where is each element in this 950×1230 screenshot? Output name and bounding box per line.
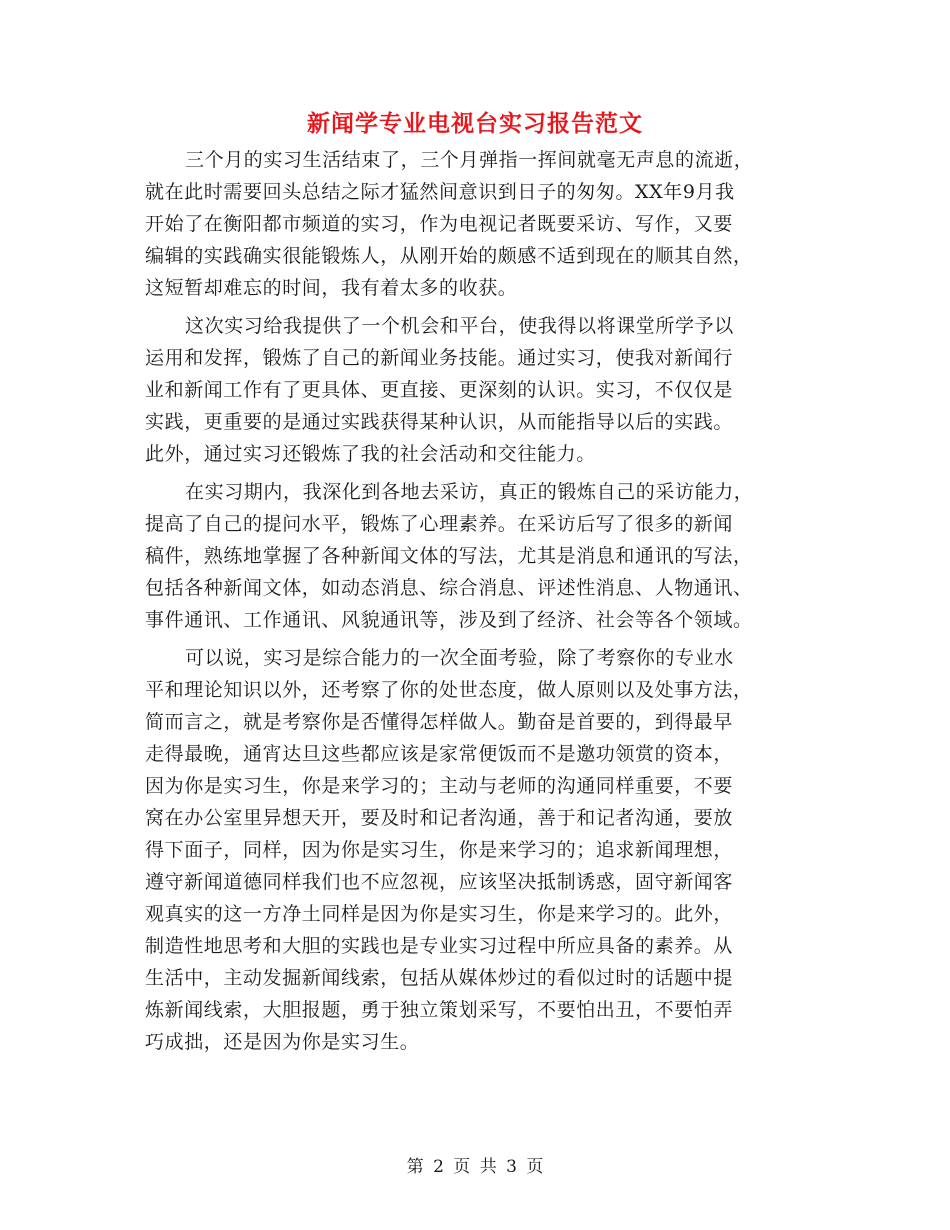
paragraph-line: 在实习期内，我深化到各地去采访，真正的锻炼自己的采访能力， (185, 481, 754, 503)
paragraph-line: 事件通讯、工作通讯、风貌通讯等，涉及到了经济、社会等各个领域。 (145, 609, 753, 631)
paragraph-line: 此外，通过实习还锻炼了我的社会活动和交往能力。 (145, 443, 596, 465)
document-body (145, 144, 810, 1064)
paragraph-line: 这次实习给我提供了一个机会和平台，使我得以将课堂所学予以 (185, 315, 734, 337)
paragraph-line: 平和理论知识以外，还考察了你的处世态度，做人原则以及处事方法， (145, 679, 753, 701)
paragraph-line: 开始了在衡阳都市频道的实习，作为电视记者既要采访、写作，又要 (145, 213, 734, 235)
paragraph-line: 走得最晚，通宵达旦这些都应该是家常便饭而不是邀功领赏的资本， (145, 743, 734, 765)
paragraph-line: 遵守新闻道德同样我们也不应忽视，应该坚决抵制诱惑，固守新闻客 (145, 871, 734, 893)
paragraph-line: 得下面子，同样，因为你是实习生，你是来学习的；追求新闻理想， (145, 839, 734, 861)
paragraph-line: 制造性地思考和大胆的实践也是专业实习过程中所应具备的素养。从 (145, 935, 734, 957)
paragraph-line: 巧成拙，还是因为你是实习生。 (145, 1031, 420, 1053)
paragraph-1 (145, 144, 810, 304)
paragraph-line: 生活中，主动发掘新闻线索，包括从媒体炒过的看似过时的话题中提 (145, 967, 734, 989)
paragraph-line: 编辑的实践确实很能锻炼人，从刚开始的颇感不适到现在的顺其自然， (145, 245, 753, 267)
document-title: 新闻学专业电视台实习报告范文 (307, 110, 643, 137)
paragraph-line: 提高了自己的提问水平，锻炼了心理素养。在采访后写了很多的新闻 (145, 513, 734, 535)
paragraph-line: 可以说，实习是综合能力的一次全面考验，除了考察你的专业水 (185, 647, 734, 669)
paragraph-3 (145, 476, 810, 636)
paragraph-line: 实践，更重要的是通过实践获得某种认识，从而能指导以后的实践。 (145, 411, 734, 433)
paragraph-line: 业和新闻工作有了更具体、更直接、更深刻的认识。实习，不仅仅是 (145, 379, 734, 401)
paragraph-line: 就在此时需要回头总结之际才猛然间意识到日子的匆匆。XX年9月我 (145, 181, 735, 203)
paragraph-line: 三个月的实习生活结束了，三个月弹指一挥间就毫无声息的流逝， (185, 149, 754, 171)
paragraph-line: 炼新闻线索，大胆报题，勇于独立策划采写，不要怕出丑，不要怕弄 (145, 999, 734, 1021)
paragraph-2 (145, 310, 810, 470)
paragraph-line: 简而言之，就是考察你是否懂得怎样做人。勤奋是首要的，到得最早 (145, 711, 734, 733)
paragraph-4 (145, 642, 810, 1058)
paragraph-line: 包括各种新闻文体，如动态消息、综合消息、评述性消息、人物通讯、 (145, 577, 753, 599)
paragraph-line: 这短暂却难忘的时间，我有着太多的收获。 (145, 277, 518, 299)
paragraph-line: 因为你是实习生，你是来学习的；主动与老师的沟通同样重要，不要 (145, 775, 734, 797)
paragraph-line: 运用和发挥，锻炼了自己的新闻业务技能。通过实习，使我对新闻行 (145, 347, 734, 369)
paragraph-line: 稿件，熟练地掌握了各种新闻文体的写法，尤其是消息和通讯的写法， (145, 545, 753, 567)
paragraph-line: 窝在办公室里异想天开，要及时和记者沟通，善于和记者沟通，要放 (145, 807, 734, 829)
paragraph-line: 观真实的这一方净土同样是因为你是实习生，你是来学习的。此外， (145, 903, 734, 925)
page-number-footer: 第 2 页 共 3 页 (406, 1157, 544, 1177)
